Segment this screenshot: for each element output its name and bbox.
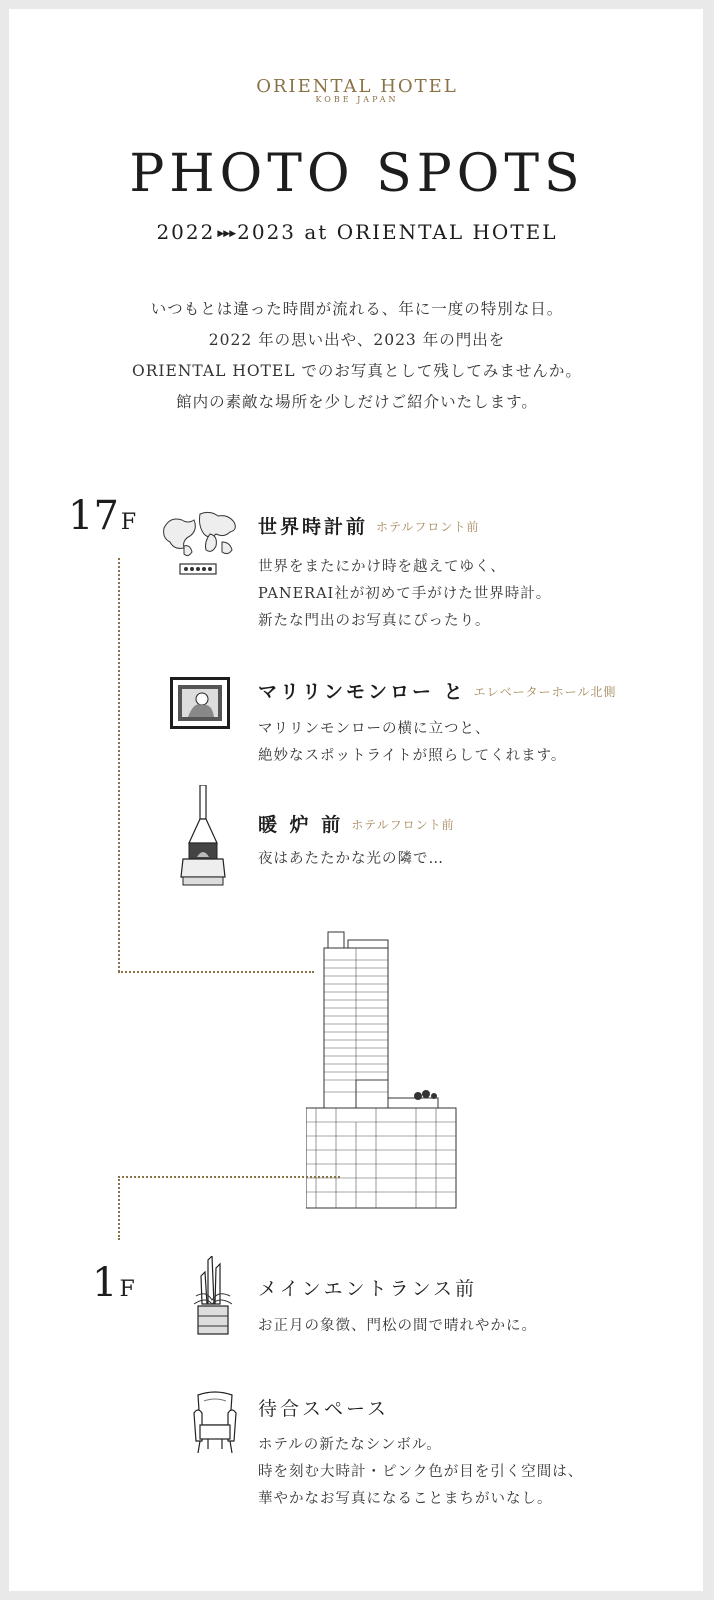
spot-title-waiting-space <box>258 1394 389 1421</box>
floor-unit: F <box>119 1277 135 1302</box>
connector-17f-vertical <box>118 558 120 972</box>
floor-number: 1 <box>92 1260 118 1306</box>
world-clock-icon <box>160 508 242 576</box>
spot-desc-main-entrance <box>258 1313 537 1340</box>
spot-title-fireplace <box>258 810 455 837</box>
kadomatsu-icon <box>192 1256 234 1338</box>
desc-line: 華やかなお写真になることまちがいなし。 <box>258 1491 553 1507</box>
intro-line: いつもとは違った時間が流れる、年に一度の特別な日。 <box>150 300 564 318</box>
page-title: PHOTO SPOTS <box>129 144 585 204</box>
desc-line: 時を刻む大時計・ピンク色が目を引く空間は、 <box>258 1464 584 1480</box>
connector-1f-horizontal <box>118 1176 340 1178</box>
spot-name: 暖 炉 前 <box>258 814 344 836</box>
triple-arrow-icon: ▶▶▶ <box>217 229 236 239</box>
spot-desc-world-clock <box>258 554 551 635</box>
spot-name: マリリンモンロー と <box>258 681 466 703</box>
desc-line: 夜はあたたかな光の隣で… <box>258 851 444 867</box>
brand-location: KOBE JAPAN <box>315 95 399 104</box>
poster-card <box>9 9 703 1591</box>
connector-1f-vertical <box>118 1176 120 1240</box>
spot-location: エレベーターホール北側 <box>473 685 617 699</box>
floor-unit: F <box>120 510 137 535</box>
spot-title-marilyn <box>258 677 616 704</box>
brand-name: ORIENTAL HOTEL <box>256 76 458 97</box>
desc-line: 世界をまたにかけ時を越えてゆく、 <box>258 559 506 575</box>
spot-desc-fireplace <box>258 846 444 873</box>
desc-line: PANERAI社が初めて手がけた世界時計。 <box>258 586 552 602</box>
floor-label-1f <box>92 1260 135 1306</box>
desc-line: ホテルの新たなシンボル。 <box>258 1437 442 1453</box>
intro-text <box>0 294 714 418</box>
hotel-logo <box>0 76 714 104</box>
spot-name: 待合スペース <box>258 1398 390 1420</box>
spot-location: ホテルフロント前 <box>351 818 455 832</box>
fireplace-icon <box>175 785 231 889</box>
floor-number: 17 <box>68 493 119 539</box>
desc-line: 絶妙なスポットライトが照らしてくれます。 <box>258 748 567 764</box>
subtitle-rest: 2023 at ORIENTAL HOTEL <box>237 220 558 244</box>
desc-line: 新たな門出のお写真にぴったり。 <box>258 613 491 629</box>
page-subtitle <box>0 220 714 244</box>
connector-17f-horizontal <box>118 971 314 973</box>
intro-line: ORIENTAL HOTEL でのお写真として残してみませんか。 <box>132 362 582 380</box>
subtitle-year-from: 2022 <box>156 220 216 244</box>
spot-location: ホテルフロント前 <box>376 520 480 534</box>
spot-desc-waiting-space <box>258 1432 583 1513</box>
framed-portrait-icon <box>170 677 230 729</box>
spot-desc-marilyn <box>258 716 566 770</box>
desc-line: お正月の象徴、門松の間で晴れやかに。 <box>258 1318 537 1334</box>
floor-label-17f <box>68 493 136 539</box>
intro-line: 2022 年の思い出や、2023 年の門出を <box>208 331 506 349</box>
intro-line: 館内の素敵な場所を少しだけご紹介いたします。 <box>176 393 538 411</box>
armchair-icon <box>192 1391 238 1457</box>
desc-line: マリリンモンローの横に立つと、 <box>258 721 491 737</box>
spot-title-main-entrance <box>258 1274 477 1301</box>
spot-title-world-clock <box>258 512 479 539</box>
hotel-building-cross-section-icon <box>306 930 462 1212</box>
spot-name: 世界時計前 <box>258 516 369 538</box>
spot-name: メインエントランス前 <box>258 1278 478 1300</box>
